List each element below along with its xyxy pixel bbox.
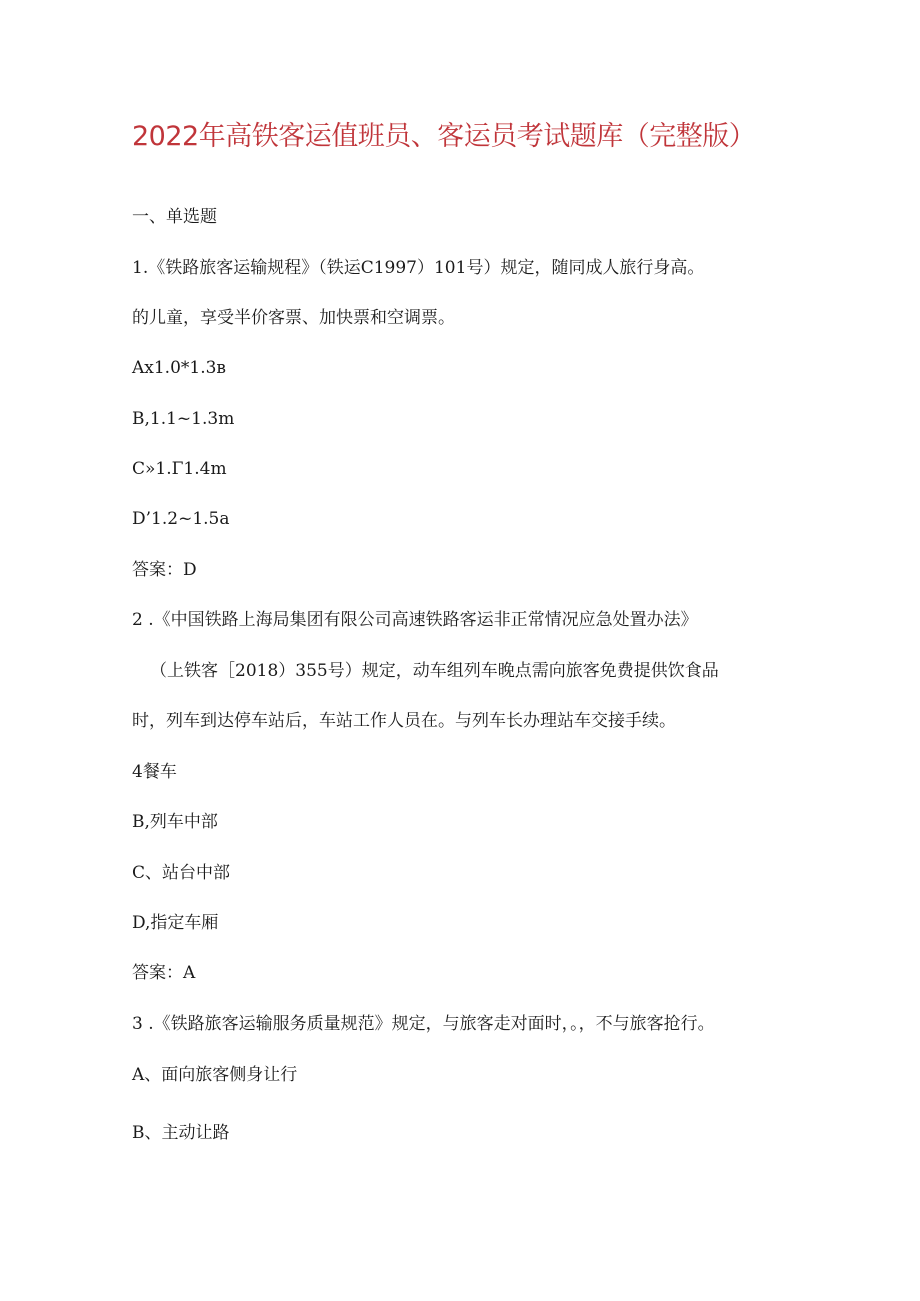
question-1-option-b: B,1.1~1.3m	[132, 409, 235, 429]
question-2-option-d: D,指定车厢	[132, 913, 219, 933]
question-1-stem-line-2: 的儿童，享受半价客票、加快票和空调票。	[132, 308, 455, 328]
question-3-option-a: A、面向旅客侧身让行	[132, 1065, 298, 1085]
document-title: 2022年高铁客运值班员、客运员考试题库（完整版）	[132, 121, 756, 152]
question-1-answer: 答案：D	[132, 560, 197, 580]
question-3-option-b: B、主动让路	[132, 1123, 230, 1143]
question-1-option-c: C»1.Γ1.4m	[132, 459, 227, 479]
question-2-option-b: B,列车中部	[132, 812, 218, 832]
question-2-option-c: C、站台中部	[132, 863, 231, 883]
question-2-stem-line-1: 2 .《中国铁路上海局集团有限公司高速铁路客运非正常情况应急处置办法》	[132, 610, 698, 630]
question-2-stem-line-2: （上铁客［2018）355号）规定，动车组列车晚点需向旅客免费提供饮食品	[150, 661, 719, 681]
question-1-option-a: Ax1.0*1.3в	[132, 358, 227, 378]
section-heading: 一、单选题	[132, 207, 217, 227]
question-2-answer: 答案：A	[132, 963, 196, 983]
question-2-option-a: 4餐车	[132, 762, 177, 782]
question-2-stem-line-3: 时，列车到达停车站后，车站工作人员在。与列车长办理站车交接手续。	[132, 711, 676, 731]
question-3-stem-line-1: 3 .《铁路旅客运输服务质量规范》规定，与旅客走对面时，。，不与旅客抢行。	[132, 1014, 715, 1034]
question-1-option-d: D’1.2~1.5a	[132, 509, 230, 529]
question-1-stem-line-1: 1.《铁路旅客运输规程》（铁运C1997）101号）规定，随同成人旅行身高。	[132, 258, 705, 278]
